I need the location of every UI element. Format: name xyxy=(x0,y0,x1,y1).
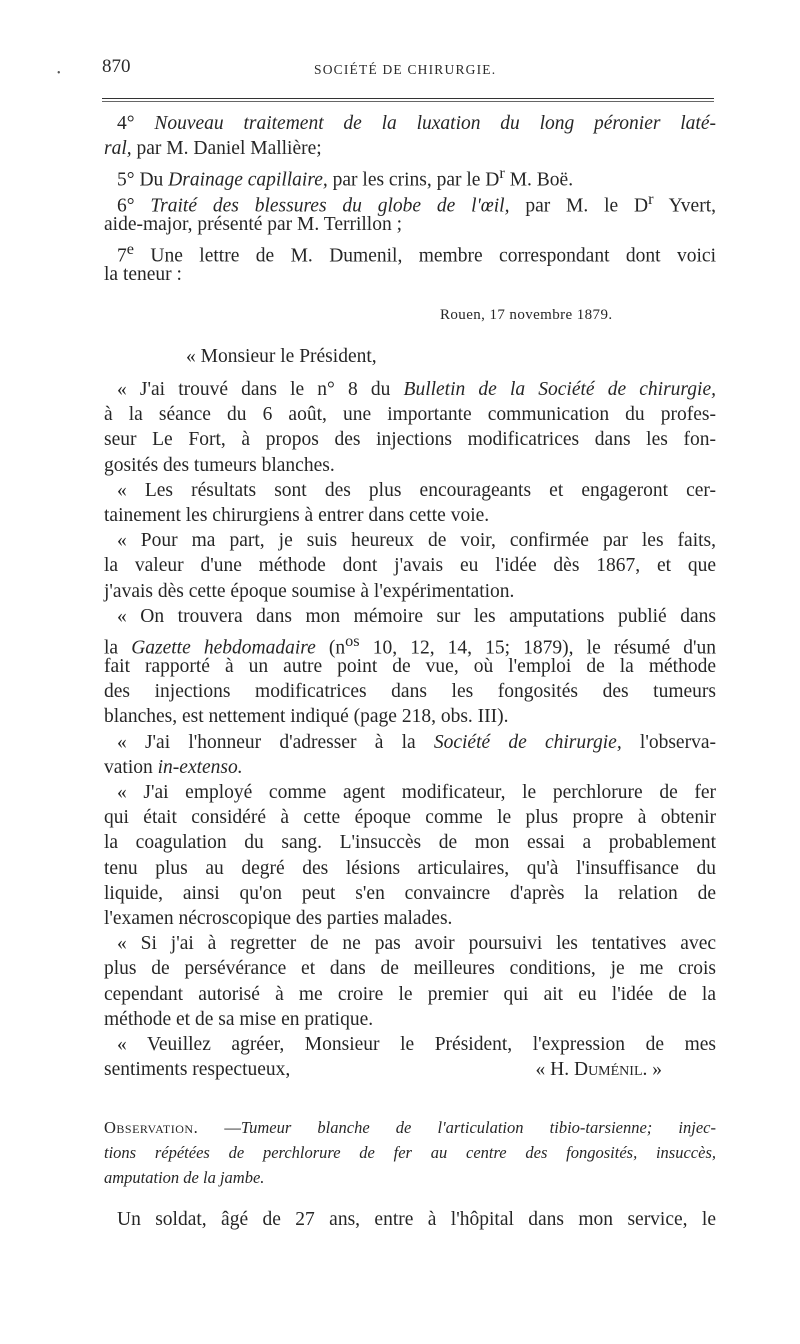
superscript: os xyxy=(345,631,360,650)
agenda-item-4-line2 xyxy=(104,136,716,161)
superscript: e xyxy=(126,239,134,258)
letter-line: blanches, est nettement indiqué (page 218, obs. III). xyxy=(104,706,509,728)
letter-line: tenu plus au degré des lésions articulaires, qu'à l'insuffisance du xyxy=(104,857,716,879)
item-author: par M. le D xyxy=(509,195,649,217)
letter-line: liquide, ainsi qu'on peut s'en convaincre d'après la relation de xyxy=(104,882,716,904)
signature-text: « H. D xyxy=(535,1059,589,1081)
letter-text: sentiments respectueux, xyxy=(104,1059,291,1081)
observation-dash: — xyxy=(198,1118,241,1137)
superscript: r xyxy=(648,189,654,208)
letter-text: (n xyxy=(315,637,346,659)
letter-line xyxy=(104,377,716,402)
letter-italic: Bulletin de la Société de chirurgie, xyxy=(403,379,716,400)
agenda-item-7-line1 xyxy=(104,237,716,267)
item-title: Nouveau traitement de la luxation du long péronier laté- xyxy=(154,113,716,134)
agenda-item-5 xyxy=(104,161,716,191)
header-rule xyxy=(102,98,714,99)
observation-heading xyxy=(104,1116,716,1192)
letter-body xyxy=(104,377,716,1083)
observation-body xyxy=(104,1207,716,1232)
agenda-item-4-line1 xyxy=(104,111,716,136)
observation-title: amputation de la jambe. xyxy=(104,1168,265,1188)
page-number: 870 xyxy=(102,56,131,77)
letter-line: des injections modificatrices dans les fongosités des tumeurs xyxy=(104,681,716,703)
signature xyxy=(536,1057,716,1083)
header-rule-thin xyxy=(102,101,714,102)
letter-line: seur Le Fort, à propos des injections modificatrices dans les fon- xyxy=(104,429,716,451)
letter-line: j'avais dès cette époque soumise à l'expérimentation. xyxy=(104,580,515,602)
letter-line xyxy=(104,755,716,780)
letter-line: qui était considéré à cette époque comme le plus propre à obtenir xyxy=(104,807,716,829)
letter-line: la valeur d'une méthode dont j'avais eu l'idée dès 1867, et que xyxy=(104,555,716,577)
letter-line: la coagulation du sang. L'insuccès de mon essai a probablement xyxy=(104,832,716,854)
letter-line: « J'ai employé comme agent modificateur, le perchlorure de fer xyxy=(117,782,716,803)
letter-line: « Pour ma part, je suis heureux de voir, confirmée par les faits, xyxy=(117,530,716,552)
item-prefix: Du xyxy=(134,169,169,191)
letter-italic: Société de chirurgie, xyxy=(433,731,622,753)
observation-line xyxy=(104,1166,716,1191)
letter-date: Rouen, 17 novembre 1879. xyxy=(440,307,613,323)
observation-line xyxy=(104,1141,716,1166)
observation-text-line: Un soldat, âgé de 27 ans, entre à l'hôpital dans mon service, le xyxy=(117,1209,716,1230)
item-number: 6° xyxy=(117,195,135,217)
signature-text: . » xyxy=(642,1059,662,1081)
item-author-name: M. Boë. xyxy=(504,169,574,191)
item-author-name: Yvert, xyxy=(653,195,716,217)
item-number: 4° xyxy=(117,113,135,134)
letter-line xyxy=(104,730,716,755)
observation-label: Observation. xyxy=(104,1118,199,1137)
letter-text: « J'ai l'honneur d'adresser à la xyxy=(117,731,434,753)
letter-italic: in-extenso. xyxy=(157,756,243,778)
item-title: Traité des blessures du globe de l'œil, xyxy=(134,195,510,217)
letter-line: « On trouvera dans mon mémoire sur les amputations publié dans xyxy=(117,605,716,627)
letter-line: fait rapporté à un autre point de vue, où l'emploi de la méthode xyxy=(104,656,716,678)
signature-smallcaps: uménil xyxy=(588,1059,643,1081)
letter-line: tainement les chirurgiens à entrer dans cette voie. xyxy=(104,504,490,526)
letter-line: « Veuillez agréer, Monsieur le Président, l'expression de mes xyxy=(117,1033,716,1055)
letter-text: « J'ai trouvé dans le n° 8 du xyxy=(117,379,404,400)
item-author: par les crins, par le D xyxy=(327,169,500,191)
letter-line: gosités des tumeurs blanches. xyxy=(104,454,335,476)
item-title: Drainage capillaire, xyxy=(168,169,328,191)
letter-line xyxy=(104,629,717,659)
item-number: 5° xyxy=(117,169,135,191)
observation-line xyxy=(104,1116,716,1141)
item-text: la teneur : xyxy=(104,264,182,286)
letter-line: méthode et de sa mise en pratique. xyxy=(104,1008,374,1030)
item-text: Une lettre de M. Dumenil, membre correspondant dont voici xyxy=(133,245,716,267)
letter-text: vation xyxy=(104,756,158,778)
letter-text: 10, 12, 14, 15; 1879), le résumé d'un xyxy=(359,637,717,659)
margin-dot: • xyxy=(57,68,61,79)
agenda-list xyxy=(104,111,716,287)
letter-line: « Si j'ai à regretter de ne pas avoir poursuivi les tentatives avec xyxy=(117,933,716,955)
letter-line: plus de persévérance et dans de meilleures conditions, je me crois xyxy=(104,958,716,980)
item-author: par M. Daniel Mallière; xyxy=(131,138,322,160)
letter-line: à la séance du 6 août, une importante communication du profes- xyxy=(104,404,716,426)
letter-text: la xyxy=(104,637,132,659)
letter-line: « Les résultats sont des plus encourageants et engageront cer- xyxy=(117,479,716,501)
item-title: ral, xyxy=(104,138,132,160)
superscript: r xyxy=(499,164,505,183)
running-title: SOCIÉTÉ DE CHIRURGIE. xyxy=(314,62,497,77)
observation-title: Tumeur blanche de l'articulation tibio-tarsienne; injec- xyxy=(240,1118,716,1137)
letter-line: cependant autorisé à me croire le premier qui ait eu l'idée de la xyxy=(104,983,716,1005)
letter-salutation: « Monsieur le Président, xyxy=(186,346,377,367)
item-text: aide-major, présenté par M. Terrillon ; xyxy=(104,213,403,235)
letter-italic: Gazette hebdomadaire xyxy=(131,637,316,659)
letter-line: l'examen nécroscopique des parties malades. xyxy=(104,907,453,929)
letter-text: l'observa- xyxy=(621,731,716,753)
agenda-item-6-line1 xyxy=(104,187,716,217)
item-number: 7 xyxy=(117,245,127,267)
observation-title: tions répétées de perchlorure de fer au centre des fongosités, insuccès, xyxy=(104,1143,716,1163)
closing-line xyxy=(104,1057,716,1083)
